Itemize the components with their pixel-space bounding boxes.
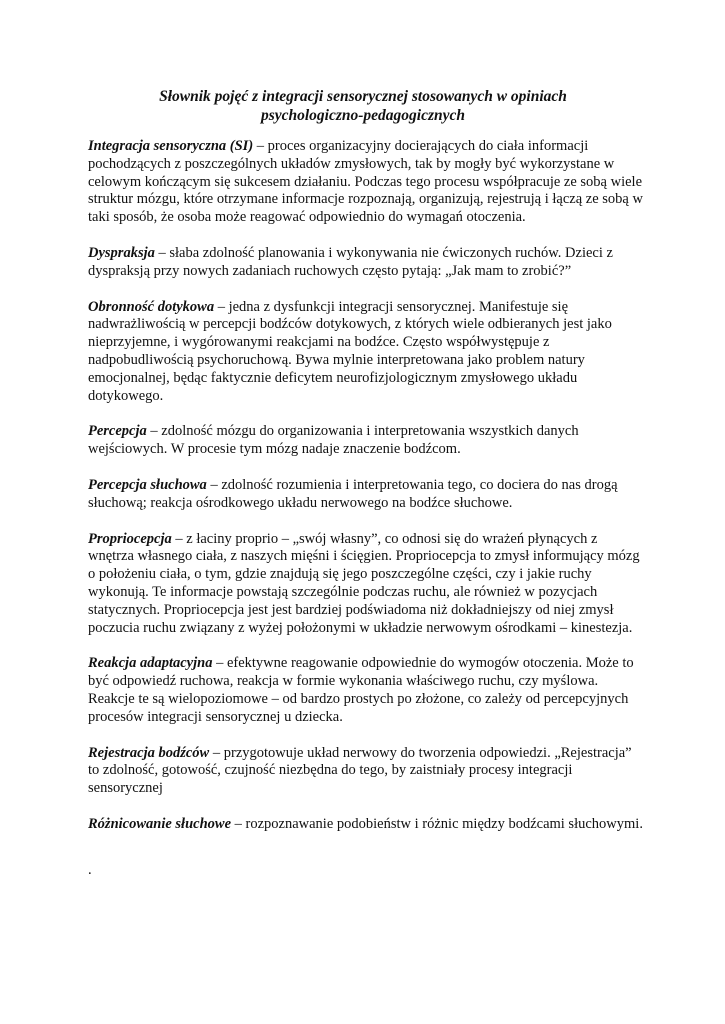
glossary-entry-rejestracja-bodzcow [88, 745, 643, 798]
glossary-entry-reakcja-adaptacyjna [88, 655, 643, 726]
glossary-entry-obronnosc-dotykowa [88, 299, 643, 406]
glossary-term: Obronność dotykowa [88, 298, 215, 315]
glossary-definition: – zdolność mózgu do organizowania i interpretowania wszystkich danych wejściowych. W procesie tym mózg nadaje znaczenie bodźcom. [88, 423, 579, 458]
glossary-term: Reakcja adaptacyjna [88, 655, 213, 672]
glossary-term: Dyspraksja [88, 244, 155, 261]
glossary-definition: – jedna z dysfunkcji integracji sensorycznej. Manifestuje się nadwrażliwością w percepcji bodźców dotykowych, z których wiele odbieranych jest jako nieprzyjemne, i wygórowanymi reakcjami na bodźce. Często współwystępuje z nadpobudliwością psychoruchową. Bywa mylnie interpretowana jako problem natury emocjonalnej, będąc faktycznie deficytem neurofizjologicznym zmysłowego układu dotykowego. [88, 298, 612, 404]
glossary-body [88, 138, 643, 852]
glossary-term: Integracja sensoryczna (SI) [88, 138, 254, 154]
glossary-entry-percepcja [88, 423, 643, 459]
glossary-term: Propriocepcja [88, 530, 172, 547]
glossary-entry-percepcja-sluchowa [88, 477, 643, 513]
glossary-entry-roznicowanie-sluchowe [88, 816, 643, 834]
glossary-definition: – efektywne reagowanie odpowiednie do wymogów otoczenia. Może to być odpowiedź ruchowa, reakcja w formie wykonania właściwego ruchu, czy myślowa. Reakcje te są wielopoziomowe – od bardzo prostych po złożone, co zależy od percepcyjnych procesów integracji sensorycznej u dziecka. [88, 655, 634, 725]
title-line-1: Słownik pojęć z integracji sensorycznej stosowanych w opiniach [159, 88, 567, 105]
glossary-definition: – z łaciny proprio – „swój własny”, co odnosi się do wrażeń płynących z wnętrza własnego ciała, z naszych mięśni i ścięgien. Propriocepcja to zmysł informujący mózg o położeniu ciała, o tym, gdzie znajdują się jego poszczególne części, czy i jakie ruchy wykonują. Te informacje powstają szczególnie podczas ruchu, ale również w pozycjach statycznych. Propriocepcja jest jest bardziej podświadoma niż dokładniejszy od niej zmysł poczucia ruchu związany z wyżej położonymi w układzie nerwowym ośrodkami – kinestezja. [88, 530, 640, 636]
glossary-definition: – zdolność rozumienia i interpretowania tego, co dociera do nas drogą słuchową; reakcja ośrodkowego układu nerwowego na bodźce słuchowe. [88, 476, 618, 511]
trailing-period: . [88, 862, 92, 878]
glossary-term: Różnicowanie słuchowe [88, 815, 232, 832]
glossary-entry-dyspraksja [88, 245, 643, 281]
glossary-definition: – rozpoznawanie podobieństw i różnic między bodźcami słuchowymi. [231, 815, 643, 832]
glossary-definition: – przygotowuje układ nerwowy do tworzenia odpowiedzi. „Rejestracja” to zdolność, gotowość, czujność niezbędna do tego, by zaistniały procesy integracji sensorycznej [88, 744, 632, 797]
glossary-term: Percepcja słuchowa [88, 476, 207, 493]
glossary-term: Rejestracja bodźców [88, 744, 210, 761]
glossary-definition: – słaba zdolność planowania i wykonywania nie ćwiczonych ruchów. Dzieci z dyspraksją przy nowych zadaniach ruchowych często pytają: „Jak mam to zrobić?” [88, 244, 613, 279]
glossary-entry-integracja-sensoryczna [88, 138, 643, 227]
title-line-2: psychologiczno-pedagogicznych [260, 107, 466, 124]
document-title [88, 87, 638, 125]
glossary-entry-propriocepcja [88, 531, 643, 638]
glossary-definition: – proces organizacyjny docierających do ciała informacji pochodzących z poszczególnych układów zmysłowych, tak by mogły być wykorzystane w celowym kończącym się sukcesem działaniu. Podczas tego procesu współpracuje ze sobą wiele struktur mózgu, które otrzymane informacje rozpoznają, organizują, rejestrują i łączą ze sobą w taki sposób, że osoba może reagować odpowiednio do wymagań otoczenia. [88, 138, 643, 226]
glossary-term: Percepcja [88, 423, 147, 440]
